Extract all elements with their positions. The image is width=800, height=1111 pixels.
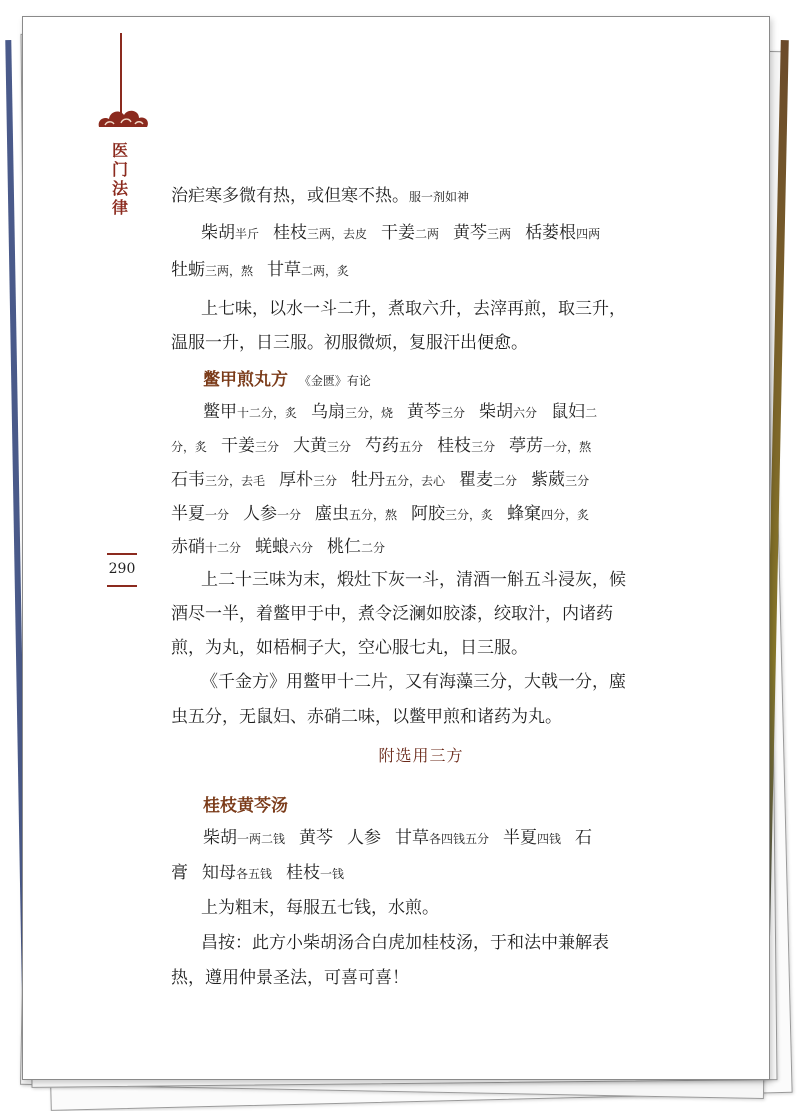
- herb-name: 甘草: [395, 828, 430, 848]
- herb-dosage: 五分，熬: [349, 508, 398, 522]
- herb-name: 鳖甲: [203, 402, 237, 422]
- herb-item: [327, 537, 385, 557]
- herb-item: [171, 504, 229, 524]
- herb-name: 石韦: [171, 470, 205, 490]
- herb-dosage: 一分: [277, 508, 302, 522]
- herb-name: 桃仁: [327, 537, 362, 557]
- herb-dosage: 三两，去皮: [307, 227, 368, 241]
- herb-name: 阿胶: [411, 504, 446, 524]
- herb-item: [315, 504, 397, 524]
- herb-name: 鼠妇: [551, 402, 586, 422]
- herb-item: [479, 402, 537, 422]
- text-line: 上二十三味为末，煅灶下灰一斗，清酒一斛五斗浸灰，候: [201, 570, 626, 590]
- herb-item: [279, 470, 337, 490]
- herb-name: 黄芩: [453, 223, 488, 243]
- herb-name: 桂枝: [286, 863, 321, 883]
- herb-list-line: [171, 259, 349, 282]
- text-line: 煎，为丸，如梧桐子大，空心服七丸，日三服。: [171, 638, 528, 658]
- herb-item: [459, 470, 517, 490]
- herb-item: [525, 223, 600, 243]
- text-line: 《千金方》用鳖甲十二片，又有海藻三分，大戟一分，䗪: [201, 672, 626, 692]
- herb-item: [171, 537, 241, 557]
- herb-name: 牡蛎: [171, 260, 205, 280]
- herb-dosage: 四分，炙: [541, 508, 590, 522]
- herb-name: 人参: [243, 504, 278, 524]
- herb-item: [202, 863, 272, 883]
- herb-list-line: [201, 222, 600, 245]
- herb-name: 乌扇: [311, 402, 346, 422]
- herb-item: [171, 470, 265, 490]
- herb-item: [286, 863, 344, 883]
- herb-item: [171, 436, 207, 456]
- herb-dosage: 三分，去毛: [205, 474, 266, 488]
- herb-dosage: 六分: [289, 541, 314, 555]
- herb-item: [267, 260, 349, 280]
- herb-dosage: 三两: [487, 227, 512, 241]
- herb-name: 栝蒌根: [525, 223, 577, 243]
- text-line: 热，遵用仲景圣法，可喜可喜！: [171, 968, 409, 988]
- herb-item: [347, 828, 381, 848]
- text-line: 上为粗末，每服五七钱，水煎。: [201, 898, 439, 918]
- herb-item: [171, 260, 253, 280]
- herb-list-line: [171, 862, 344, 885]
- herb-name: 大黄: [293, 436, 328, 456]
- herb-dosage: 五分，去心: [385, 474, 446, 488]
- herb-dosage: 三分: [471, 440, 496, 454]
- book-page: [22, 16, 770, 1080]
- herb-name: 甘草: [267, 260, 302, 280]
- herb-name: 蜂窠: [507, 504, 542, 524]
- formula-heading: 桂枝黄芩汤: [203, 796, 288, 816]
- herb-dosage: 二两，炙: [301, 264, 350, 278]
- section-title: 附选用三方: [378, 746, 464, 765]
- herb-item: [407, 402, 465, 422]
- text-line: 昌按：此方小柴胡汤合白虎加桂枝汤，于和法中兼解表: [201, 933, 609, 953]
- herb-dosage: 三分: [441, 406, 466, 420]
- herb-name: 葶苈: [509, 436, 544, 456]
- herb-list-line: [203, 827, 592, 850]
- herb-dosage: 二分: [493, 474, 518, 488]
- herb-dosage: 各四钱五分: [429, 832, 490, 846]
- herb-item: [437, 436, 495, 456]
- herb-dosage: 一两二钱: [237, 832, 286, 846]
- herb-dosage: 十二分，炙: [237, 406, 298, 420]
- text-line: 上七味，以水一斗二升，煮取六升，去滓再煎，取三升，: [201, 299, 626, 319]
- herb-item: [221, 436, 279, 456]
- herb-item: [507, 504, 589, 524]
- herb-list-line: [171, 536, 385, 559]
- herb-name: 干姜: [221, 436, 256, 456]
- text-line: 酒尽一半，着鳖甲于中，煮令泛澜如胶漆，绞取汁，内诸药: [171, 604, 613, 624]
- herb-item: [255, 537, 313, 557]
- herb-dosage: 五分: [399, 440, 424, 454]
- herb-item: [395, 828, 489, 848]
- page-number: 290: [107, 553, 137, 587]
- herb-item: [575, 828, 592, 848]
- herb-dosage: 一分: [205, 508, 230, 522]
- herb-dosage: 四钱: [537, 832, 562, 846]
- herb-item: [171, 863, 188, 883]
- herb-name: 黄芩: [407, 402, 442, 422]
- herb-name: 半夏: [171, 504, 205, 524]
- herb-item: [365, 436, 423, 456]
- herb-dosage: 二: [585, 406, 598, 420]
- herb-name: 厚朴: [279, 470, 314, 490]
- herb-item: [381, 223, 439, 243]
- herb-list-line: [171, 435, 591, 458]
- herb-item: [243, 504, 301, 524]
- herb-name: 知母: [202, 863, 236, 883]
- herb-name: 桂枝: [273, 223, 308, 243]
- herb-name: 干姜: [381, 223, 416, 243]
- herb-dosage: 三两，熬: [205, 264, 254, 278]
- herb-name: 人参: [347, 828, 382, 848]
- herb-item: [203, 828, 285, 848]
- herb-list-line: [171, 503, 589, 526]
- herb-dosage: 三分，炙: [445, 508, 494, 522]
- herb-item: [201, 223, 259, 243]
- herb-dosage: 各五钱: [236, 867, 273, 881]
- herb-name: 牡丹: [351, 470, 386, 490]
- herb-item: [531, 470, 589, 490]
- herb-name: 紫葳: [531, 470, 566, 490]
- herb-dosage: 十二分: [205, 541, 242, 555]
- herb-name: 黄芩: [299, 828, 334, 848]
- herb-dosage: 三分: [327, 440, 352, 454]
- herb-item: [311, 402, 393, 422]
- herb-dosage: 二两: [415, 227, 440, 241]
- herb-item: [203, 402, 297, 422]
- herb-list-line: [171, 469, 589, 492]
- herb-item: [509, 436, 591, 456]
- text-line: 治疟寒多微有热，或但寒不热。服一剂如神: [171, 186, 470, 206]
- herb-dosage: 三分: [565, 474, 590, 488]
- herb-item: [551, 402, 597, 422]
- herb-dosage: 三分: [313, 474, 338, 488]
- herb-name: 半夏: [503, 828, 538, 848]
- running-head: 医门法律: [111, 141, 128, 217]
- herb-item: [299, 828, 333, 848]
- herb-name: 石: [575, 828, 593, 848]
- herb-dosage: 分，炙: [171, 440, 208, 454]
- herb-name: 柴胡: [203, 828, 237, 848]
- herb-dosage: 二分: [361, 541, 386, 555]
- herb-dosage: 一分，熬: [543, 440, 592, 454]
- herb-item: [411, 504, 493, 524]
- herb-name: 赤硝: [171, 537, 205, 557]
- herb-name: 桂枝: [437, 436, 472, 456]
- herb-dosage: 六分: [513, 406, 538, 420]
- text-line: 虫五分，无鼠妇、赤硝二味，以鳖甲煎和诸药为丸。: [171, 707, 562, 727]
- herb-dosage: 四两: [576, 227, 601, 241]
- herb-item: [273, 223, 367, 243]
- herb-dosage: 一钱: [320, 867, 345, 881]
- herb-item: [503, 828, 561, 848]
- herb-name: 柴胡: [479, 402, 514, 422]
- formula-heading: 鳖甲煎丸方 《金匮》有论: [203, 370, 371, 390]
- herb-name: 柴胡: [201, 223, 235, 243]
- herb-name: 瞿麦: [459, 470, 494, 490]
- herb-item: [453, 223, 511, 243]
- herb-dosage: 半斤: [235, 227, 260, 241]
- herb-list-line: [203, 401, 597, 424]
- herb-name: 䗪虫: [315, 504, 350, 524]
- cloud-ornament-icon: [95, 103, 151, 137]
- herb-item: [293, 436, 351, 456]
- herb-item: [351, 470, 445, 490]
- herb-name: 膏: [171, 863, 188, 883]
- herb-dosage: 三分: [255, 440, 280, 454]
- text-line: 温服一升，日三服。初服微烦，复服汗出便愈。: [171, 333, 528, 353]
- herb-name: 芍药: [365, 436, 400, 456]
- herb-dosage: 三分，烧: [345, 406, 394, 420]
- herb-name: 蜣蜋: [255, 537, 290, 557]
